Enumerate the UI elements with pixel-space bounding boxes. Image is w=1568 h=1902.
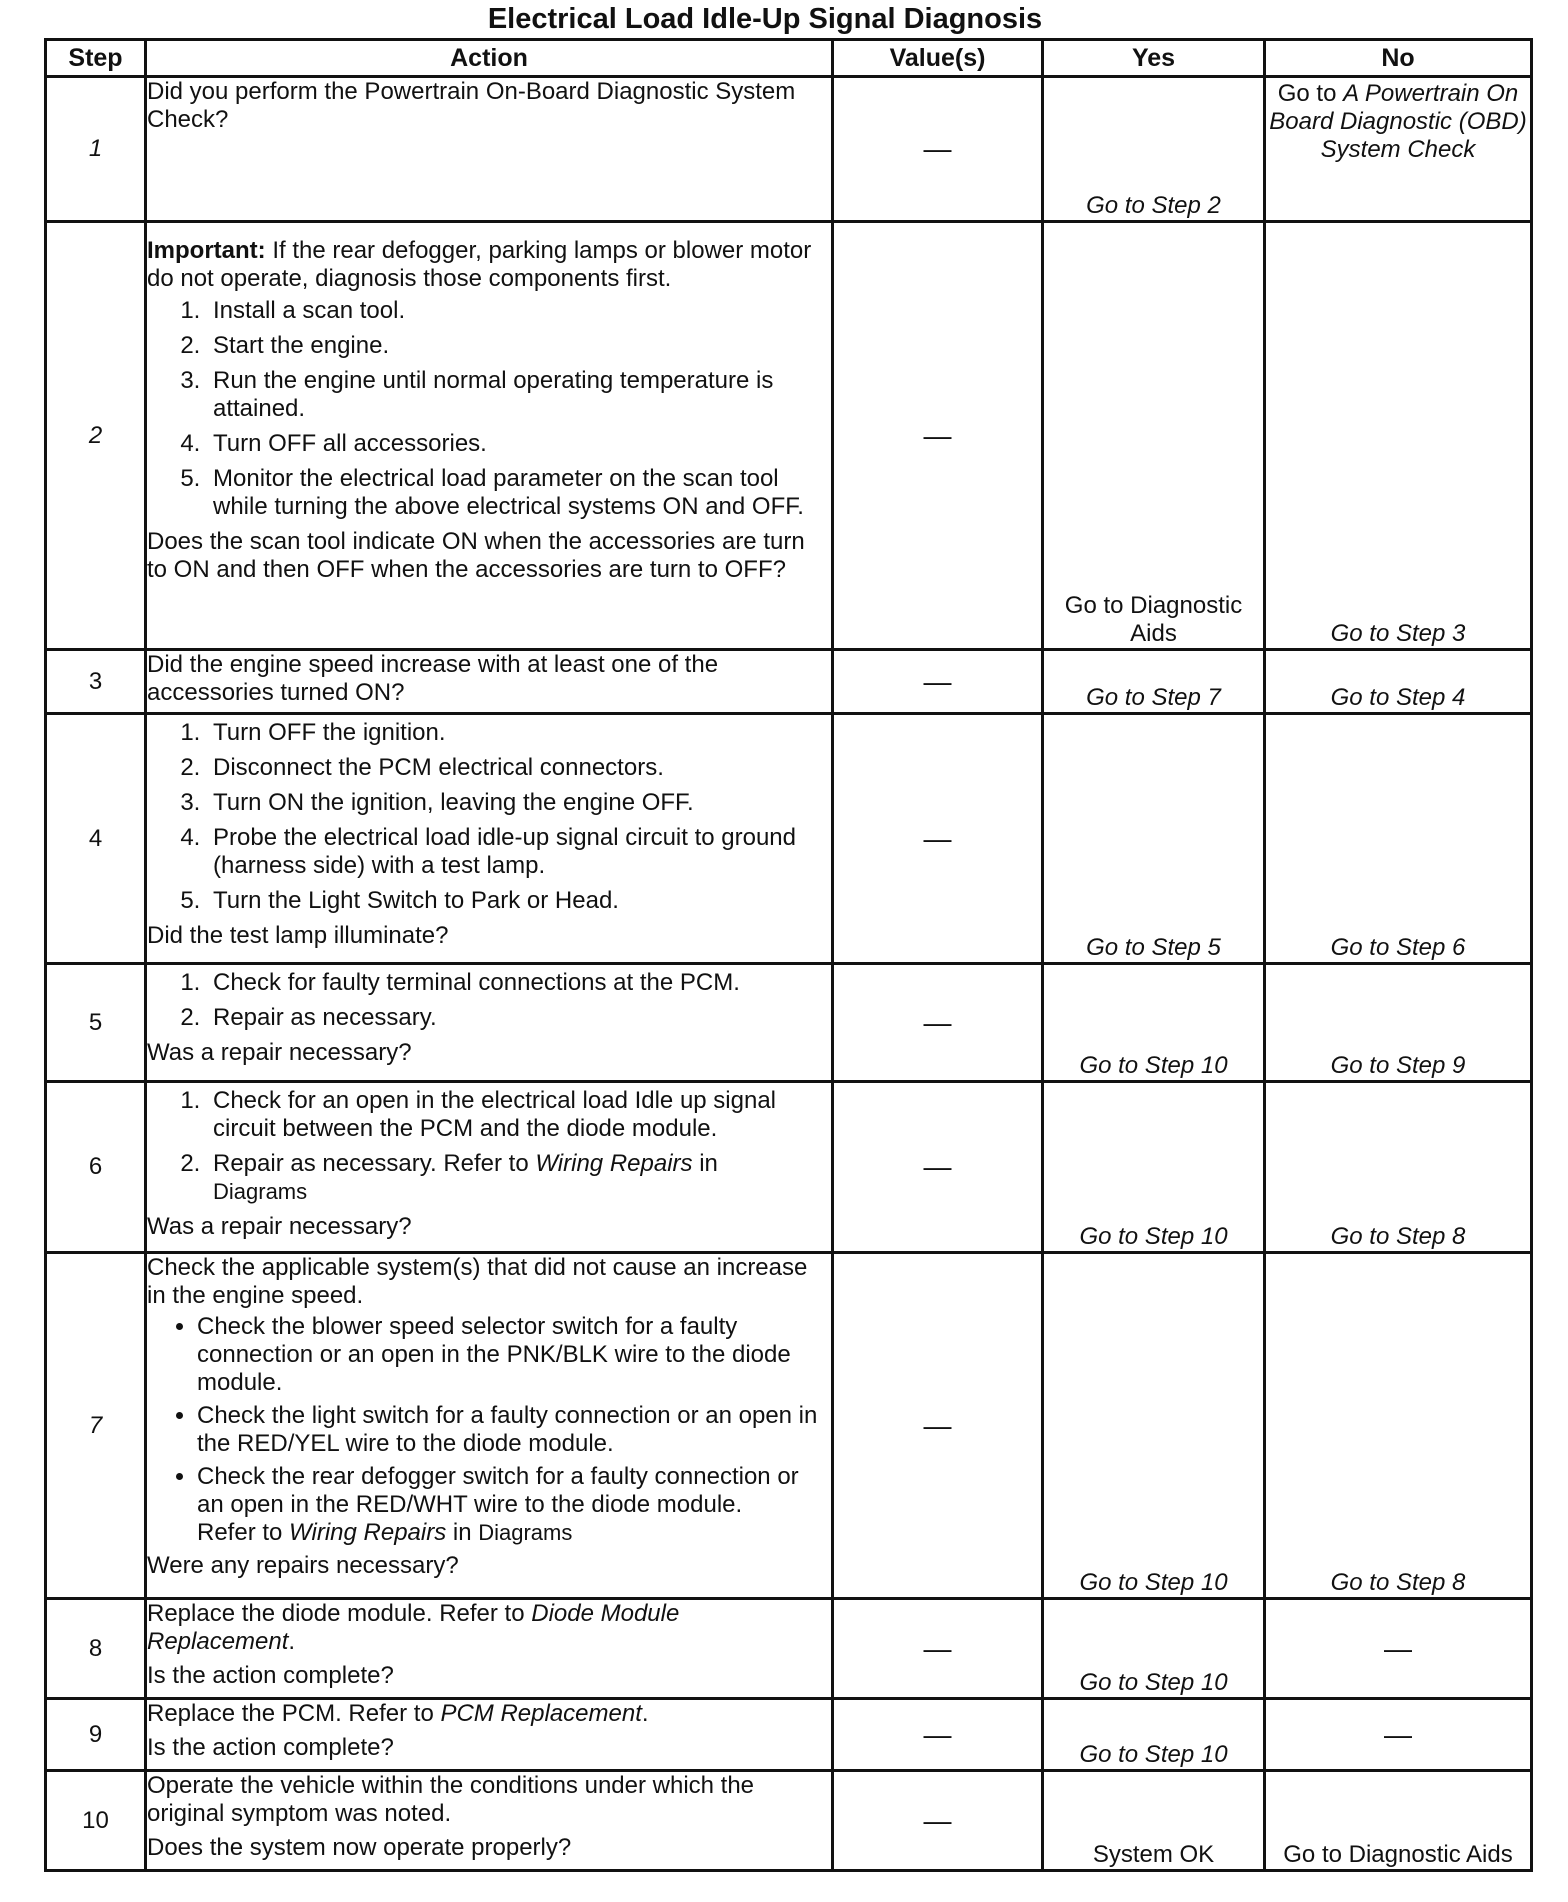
yes-cell: Go to Step 10 — [1043, 964, 1265, 1082]
no-cell: Go to Step 8 — [1265, 1082, 1532, 1253]
no-cell: Go to Step 4 — [1265, 650, 1532, 714]
table-row — [46, 964, 1532, 1082]
table-row — [46, 222, 1532, 650]
action-cell — [146, 964, 833, 1082]
list-item: 5. Monitor the electrical load parameter on the scan tool while turning the above electrical systems ON and OFF. — [207, 465, 831, 521]
list-item: 1. Check for faulty terminal connections at the PCM. — [207, 969, 831, 997]
yes-cell: Go to Diagnostic Aids — [1043, 222, 1265, 650]
list-item — [197, 1463, 831, 1547]
step-number: 6 — [46, 1082, 146, 1253]
value-cell: — — [833, 1082, 1043, 1253]
list-item: 2. Start the engine. — [207, 332, 831, 360]
step-number: 1 — [46, 77, 146, 222]
in-text: in — [692, 1150, 718, 1177]
bullet-text: Check the rear defogger switch for a faulty connection or an open in the RED/WHT wire to the diode module. — [197, 1463, 799, 1518]
no-cell — [1265, 77, 1532, 222]
yes-cell: Go to Step 7 — [1043, 650, 1265, 714]
action-text — [147, 1700, 831, 1728]
procedure-list — [147, 719, 831, 915]
yes-cell: Go to Step 10 — [1043, 1253, 1265, 1599]
refer-text: Refer to — [197, 1519, 290, 1546]
header-yes: Yes — [1043, 40, 1265, 77]
step-number: 5 — [46, 964, 146, 1082]
header-action: Action — [146, 40, 833, 77]
no-reference: A Powertrain On Board Diagnostic (OBD) System Check — [1269, 80, 1527, 163]
no-cell: — — [1265, 1599, 1532, 1699]
in-text: in — [446, 1519, 479, 1546]
list-item: 1. Turn OFF the ignition. — [207, 719, 831, 747]
value-cell: — — [833, 222, 1043, 650]
table-row — [46, 714, 1532, 964]
check-list — [147, 1313, 831, 1547]
step-number: 7 — [46, 1253, 146, 1599]
procedure-list — [147, 1087, 831, 1206]
period-text: . — [288, 1628, 296, 1655]
table-row — [46, 1771, 1532, 1871]
table-row — [46, 77, 1532, 222]
yes-cell: Go to Step 10 — [1043, 1699, 1265, 1771]
value-cell: — — [833, 1253, 1043, 1599]
action-question: Did the test lamp illuminate? — [147, 922, 449, 949]
period-text: . — [641, 1700, 649, 1727]
diagnosis-table — [44, 38, 1533, 1872]
pcm-replacement-reference: PCM Replacement — [440, 1700, 642, 1727]
no-cell: Go to Step 6 — [1265, 714, 1532, 964]
step-number: 10 — [46, 1771, 146, 1871]
list-item: 4. Turn OFF all accessories. — [207, 430, 831, 458]
table-row — [46, 650, 1532, 714]
action-cell — [146, 1771, 833, 1871]
yes-cell: Go to Step 2 — [1043, 77, 1265, 222]
no-cell: — — [1265, 1699, 1532, 1771]
action-cell — [146, 650, 833, 714]
step-number: 3 — [46, 650, 146, 714]
important-note — [147, 237, 831, 293]
diagrams-text: Diagrams — [478, 1520, 573, 1545]
action-intro: Check the applicable system(s) that did not cause an increase in the engine speed. — [147, 1254, 808, 1309]
yes-cell: Go to Step 10 — [1043, 1082, 1265, 1253]
yes-cell: Go to Step 5 — [1043, 714, 1265, 964]
value-cell: — — [833, 1599, 1043, 1699]
important-text: If the rear defogger, parking lamps or blower motor do not operate, diagnosis those components first. — [147, 237, 812, 292]
table-row — [46, 1082, 1532, 1253]
header-values: Value(s) — [833, 40, 1043, 77]
action-cell — [146, 222, 833, 650]
list-item: 2. Repair as necessary. — [207, 1004, 831, 1032]
step-number: 8 — [46, 1599, 146, 1699]
action-cell — [146, 1082, 833, 1253]
table-row — [46, 1699, 1532, 1771]
diagrams-text: Diagrams — [213, 1179, 308, 1204]
action-question: Were any repairs necessary? — [147, 1552, 459, 1579]
page-title: Electrical Load Idle-Up Signal Diagnosis — [487, 3, 1043, 35]
list-item — [207, 1150, 831, 1206]
table-row — [46, 1253, 1532, 1599]
procedure-list — [147, 969, 831, 1032]
yes-cell: System OK — [1043, 1771, 1265, 1871]
list-item: 4. Probe the electrical load idle-up signal circuit to ground (harness side) with a test lamp. — [207, 824, 831, 880]
value-cell: — — [833, 714, 1043, 964]
header-step: Step — [46, 40, 146, 77]
action-cell — [146, 77, 833, 222]
action-question: Does the system now operate properly? — [147, 1834, 572, 1861]
list-item: • Check the blower speed selector switch for a faulty connection or an open in the PNK/BLK wire to the diode module. — [197, 1313, 831, 1397]
list-item: 1. Check for an open in the electrical load Idle up signal circuit between the PCM and the diode module. — [207, 1087, 831, 1143]
wiring-repairs-reference: Wiring Repairs — [535, 1150, 693, 1177]
action-cell — [146, 1253, 833, 1599]
step-number: 9 — [46, 1699, 146, 1771]
value-cell: — — [833, 650, 1043, 714]
diode-module-replacement-reference: Diode Module Replacement — [147, 1600, 680, 1655]
list-item: 2. Disconnect the PCM electrical connectors. — [207, 754, 831, 782]
table-header-row — [46, 40, 1532, 77]
value-cell: — — [833, 964, 1043, 1082]
no-cell: Go to Step 3 — [1265, 222, 1532, 650]
step-number: 4 — [46, 714, 146, 964]
action-question: Is the action complete? — [147, 1662, 394, 1689]
action-question: Did you perform the Powertrain On-Board Diagnostic System Check? — [147, 78, 796, 133]
refer-text: Repair as necessary. Refer to — [213, 1150, 536, 1177]
important-label: Important: — [147, 237, 266, 264]
list-item: 5. Turn the Light Switch to Park or Head. — [207, 887, 831, 915]
refer-text: Replace the diode module. Refer to — [147, 1600, 532, 1627]
list-item: 3. Run the engine until normal operating temperature is attained. — [207, 367, 831, 423]
refer-text: Replace the PCM. Refer to — [147, 1700, 441, 1727]
no-cell: Go to Diagnostic Aids — [1265, 1771, 1532, 1871]
no-cell: Go to Step 9 — [1265, 964, 1532, 1082]
action-question: Was a repair necessary? — [147, 1039, 412, 1066]
action-question: Was a repair necessary? — [147, 1213, 412, 1240]
action-question: Is the action complete? — [147, 1734, 394, 1761]
no-cell: Go to Step 8 — [1265, 1253, 1532, 1599]
action-question: Did the engine speed increase with at least one of the accessories turned ON? — [147, 651, 719, 706]
step-number: 2 — [46, 222, 146, 650]
action-question: Does the scan tool indicate ON when the accessories are turn to ON and then OFF when the accessories are turn to OFF? — [147, 528, 805, 583]
wiring-repairs-reference: Wiring Repairs — [289, 1519, 447, 1546]
action-cell — [146, 1699, 833, 1771]
action-text — [147, 1600, 831, 1656]
value-cell: — — [833, 1699, 1043, 1771]
value-cell: — — [833, 1771, 1043, 1871]
header-no: No — [1265, 40, 1532, 77]
value-cell: — — [833, 77, 1043, 222]
action-text: Operate the vehicle within the conditions under which the original symptom was noted. — [147, 1772, 755, 1827]
procedure-list — [147, 297, 831, 521]
no-prefix: Go to — [1277, 80, 1337, 107]
table-row — [46, 1599, 1532, 1699]
action-cell — [146, 714, 833, 964]
action-cell — [146, 1599, 833, 1699]
yes-cell: Go to Step 10 — [1043, 1599, 1265, 1699]
list-item: 3. Turn ON the ignition, leaving the engine OFF. — [207, 789, 831, 817]
list-item: 1. Install a scan tool. — [207, 297, 831, 325]
list-item: • Check the light switch for a faulty connection or an open in the RED/YEL wire to the diode module. — [197, 1402, 831, 1458]
